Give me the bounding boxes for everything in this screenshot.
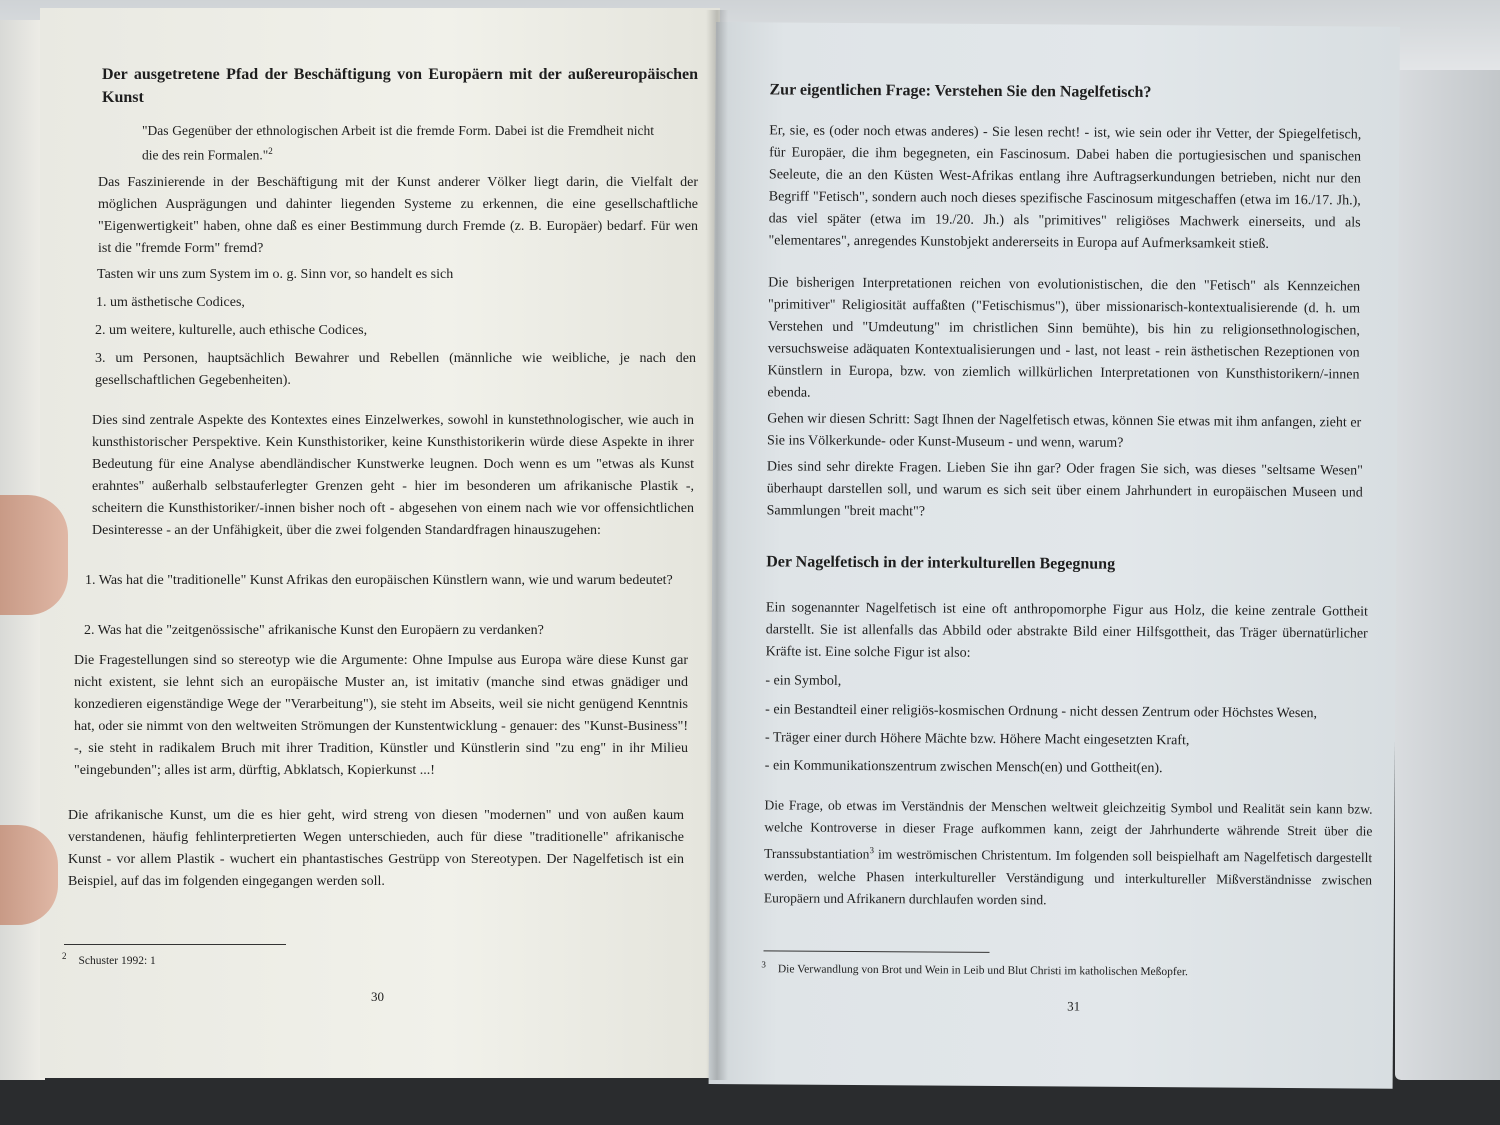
footnote-number: 2 — [62, 951, 67, 961]
paragraph — [764, 794, 1373, 913]
list-item: - ein Kommunikationszentrum zwischen Mensch(en) und Gottheit(en). — [764, 758, 1163, 777]
paragraph: Die Fragestellungen sind so stereotyp wie die Argumente: Ohne Impulse aus Europa wäre diese Kunst gar nicht existent, sie lehnt sich an europäische Muster an, ist imitativ (manche sind etwas gnädiger und konzedieren eigenständige Wege der "Verarbeitung"), sie steht im Abseits, weil sie nicht genügend Kenntnis hat, oder sie nimmt von den weltweiten Strömungen der Kunstentwicklung - genauer: des "Kunst-Business"! -, sie steht in radikalem Bruch mit ihrer Tradition, Künstler und Künstlerin sind "zu eng" in ihr Milieu "eingebunden"; alles ist arm, dürftig, Abklatsch, Kopierkunst ...! — [74, 653, 688, 778]
paragraph: Die afrikanische Kunst, um die es hier geht, wird streng von diesen "modernen" und von außen kaum verstandenen, häufig fehlinterpretierten Wegen unterschieden, auch für diese "traditionelle" afrikanische Kunst - vor allem Plastik - wuchert ein phantastisches Gestrüpp von Stereotypen. Der Nagelfetisch ist ein Beispiel, auf das im folgenden eingegangen werden soll. — [68, 808, 684, 889]
left-page — [40, 8, 720, 1078]
paragraph: Ein sogenannter Nagelfetisch ist eine oft anthropomorphe Figur aus Holz, die keine zentrale Gottheit darstellt. Sie ist allenfalls das Abbild oder abstrakte Bild einer Hilfsgottheit, das Träger übernatürlicher Kräfte ist. Eine solche Figur ist also: — [765, 600, 1368, 661]
page-number: 30 — [371, 989, 384, 1004]
book-gutter — [706, 10, 728, 1080]
paragraph: Er, sie, es (oder noch etwas anderes) - Sie lesen recht! - ist, wie sein oder ihr Vetter, der Spiegelfetisch, für Europäer, die ihm begegneten, ein Fascinosum. Dabei haben die portugiesischen und spanischen Seeleute, die an den Küsten West-Afrikas entlang ihre Auftragserkundungen betrieben, nicht nur den Begriff "Fetisch", sondern auch noch dieses spezifische Fascinosum mitgeschaffen (etwa im 16./17. Jh.), das viel später (etwa im 19./20. Jh.) als "primitives" religiöses Machwerk einerseits, und als "elementares", anregendes Kunstobjekt andererseits in Europa auf Aufmerksamkeit stieß. — [768, 123, 1362, 252]
footnote-rule — [764, 950, 990, 953]
epigraph-quote — [142, 121, 654, 166]
paragraph: Gehen wir diesen Schritt: Sagt Ihnen der Nagelfetisch etwas, können Sie etwas mit ihm anfangen, zieht er Sie ins Völkerkunde- oder Kunst-Museum - und wenn, warum? — [767, 411, 1362, 451]
list-item: 2. um weitere, kulturelle, auch ethische Codices, — [95, 323, 368, 338]
footnote — [761, 959, 1188, 978]
paragraph: Tasten wir uns zum System im o. g. Sinn vor, so handelt es sich — [97, 267, 454, 282]
footnote-text: Schuster 1992: 1 — [78, 954, 156, 967]
list-item: 3. um Personen, hauptsächlich Bewahrer und Rebellen (männliche wie weibliche, je nach den gesellschaftlichen Gegebenheiten). — [95, 351, 696, 388]
quote-text: "Das Gegenüber der ethnologischen Arbeit ist die fremde Form. Dabei ist die Fremdheit nicht die des rein Formalen." — [142, 123, 654, 163]
section-heading: Der Nagelfetisch in der interkulturellen Begegnung — [766, 553, 1116, 573]
paragraph-text: im weströmischen Christentum. Im folgenden soll beispielhaft am Nagelfetisch dargestellt werden, welche Phasen interkultureller Verständigung und interkultureller Mißverständnisse zwischen Europäern und Afrikanern durchlaufen worden sind. — [763, 846, 1373, 907]
paragraph: Dies sind sehr direkte Fragen. Lieben Sie ihn gar? Oder fragen Sie sich, was dieses "seltsame Wesen" überhaupt darstellen soll, und warum es sich seit über einem Jahrhundert in europäischen Museen und Sammlungen "breit macht"? — [766, 459, 1363, 520]
paragraph: Dies sind zentrale Aspekte des Kontextes eines Einzelwerkes, sowohl in kunstethnologischer, wie auch in kunsthistorischer Perspektive. Kein Kunsthistoriker, keine Kunsthistorikerin würde diese Aspekte in ihrer Bedeutung für eine Analyse abendländischer Kunstwerke leugnen. Doch wenn es um "etwas als Kunst erahntes" außerhalb selbstauferlegter Grenzen geht - hier im besonderen um afrikanische Plastik -, scheitern die Kunsthistoriker/-innen bisher noch oft - abgesehen von einem nach wie vor offensichtlichen Desinteresse - an der Unfähigkeit, über die zwei folgenden Standardfragen hinauszugehen: — [92, 413, 694, 538]
footnote — [62, 951, 156, 967]
list-item: 2. Was hat die "zeitgenössische" afrikanische Kunst den Europäern zu verdanken? — [84, 623, 544, 638]
footnote-ref[interactable]: 2 — [268, 146, 273, 156]
paragraph: Das Faszinierende in der Beschäftigung mit der Kunst anderer Völker liegt darin, die Vielfalt der möglichen Ausprägungen und dahinter liegenden Systeme zu erkennen, die eine gesellschaftliche "Eigenwertigkeit" haben, ohne daß es einer Bestimmung durch Fremde (z. B. Europäer) bedarf. Für wen ist die "fremde Form" fremd? — [98, 175, 698, 256]
page-number: 31 — [1067, 998, 1081, 1014]
section-heading: Der ausgetretene Pfad der Beschäftigung von Europäern mit der außereuropäischen Kunst — [102, 66, 698, 106]
footnote-text: Die Verwandlung von Brot und Wein in Leib und Blut Christi im katholischen Meßopfer. — [777, 963, 1188, 979]
thumb — [0, 495, 68, 615]
paragraph: Die bisherigen Interpretationen reichen von evolutionistischen, die den "Fetisch" als Kennzeichen "primitiver" Religiosität auffaßten ("Fetischismus"), über missionarisch-kontextualisierende (d. h. um Verstehen und "Umdeutung" im christlichen Sinn bemühte), bis hin zu religionsethnologischen, versuchsweise adäquaten Kontextualisierungen und - last, not least - rein ästhetischen Rezeptionen von Künstlern in Europa, bzw. von ziemlich willkürlichen Interpretationen von Kunsthistorikern/-innen ebenda. — [767, 275, 1361, 401]
footnote-number: 3 — [761, 959, 766, 970]
list-item: - ein Bestandteil einer religiös-kosmischen Ordnung - nicht dessen Zentrum oder Höchstes Wesen, — [765, 702, 1318, 722]
list-item: - ein Symbol, — [765, 673, 842, 689]
list-item: 1. Was hat die "traditionelle" Kunst Afrikas den europäischen Künstlern wann, wie und warum bedeutet? — [85, 573, 673, 588]
list-item: - Träger einer durch Höhere Mächte bzw. Höhere Macht eingesetzten Kraft, — [764, 730, 1190, 749]
footnote-ref[interactable]: 3 — [869, 845, 875, 856]
right-page — [709, 22, 1400, 1089]
paragraph-text: Die Frage, ob etwas im Verständnis der Menschen weltweit gleichzeitig Symbol und Realität sein kann bzw. welche Kontroverse in dieser Frage aufkommen kann, zeigt der Jahrhunderte währende Streit über die Transsubstantiation — [764, 797, 1373, 862]
footnote-rule — [64, 944, 286, 945]
section-heading: Zur eigentlichen Frage: Verstehen Sie den Nagelfetisch? — [769, 81, 1152, 102]
list-item: 1. um ästhetische Codices, — [96, 295, 245, 310]
laptop-lid — [1395, 70, 1500, 1080]
